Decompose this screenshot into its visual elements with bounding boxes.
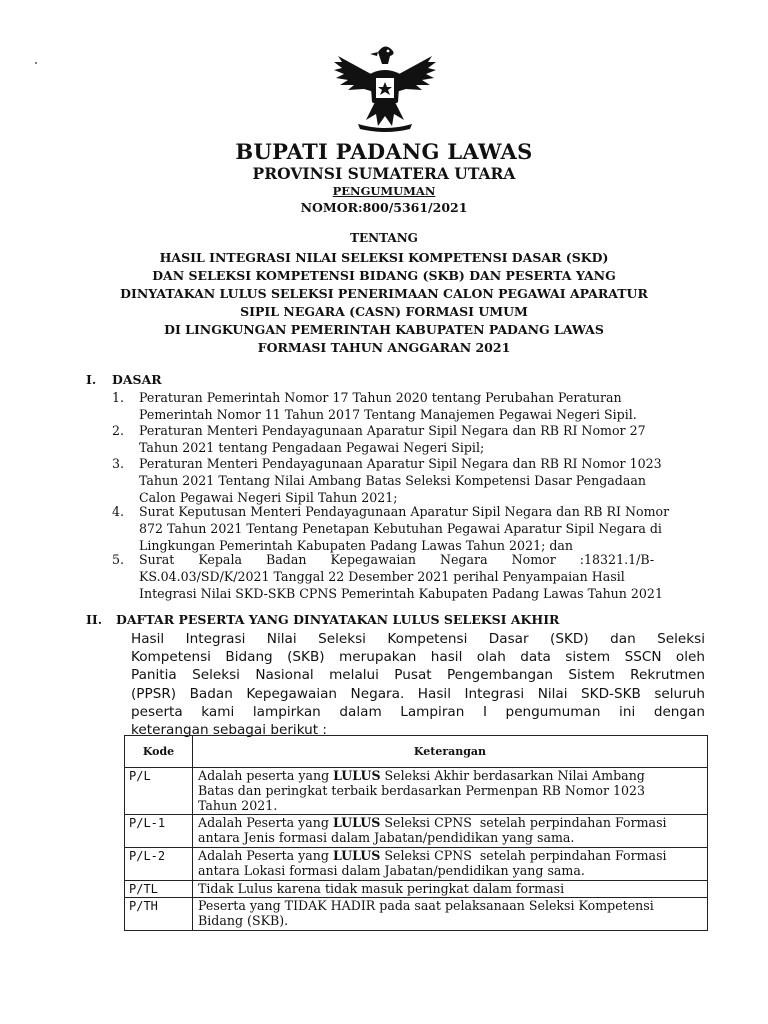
keyword-text: LULUS — [332, 847, 381, 863]
description-line: Batas dan peringkat terbaik berdasarkan Permenpan RB Nomor 1023 — [198, 782, 646, 798]
list-line: Peraturan Menteri Pendayagunaan Aparatur Sipil Negara dan RB RI Nomor 1023 — [139, 456, 662, 471]
section-label: DAFTAR PESERTA YANG DINYATAKAN LULUS SELEKSI AKHIR — [116, 612, 560, 627]
description-cell — [193, 898, 708, 931]
paragraph-line: Kompetensi Bidang (SKB) merupakan hasil olah data sistem SSCN oleh — [131, 649, 705, 666]
paragraph-line: keterangan sebagai berikut : — [131, 722, 327, 739]
code-description-table — [124, 735, 708, 931]
announcement-label: PENGUMUMAN — [332, 184, 436, 198]
section-label: DASAR — [112, 372, 162, 387]
description-line: antara Lokasi formasi dalam Jabatan/pendidikan yang sama. — [198, 862, 585, 878]
subject-line: HASIL INTEGRASI NILAI SELEKSI KOMPETENSI DASAR (SKD) — [159, 250, 609, 265]
column-header-description: Keterangan — [193, 736, 708, 768]
table-row — [125, 880, 708, 898]
table-row — [125, 768, 708, 815]
announcement-number: NOMOR:800/5361/2021 — [300, 200, 468, 215]
description-line: Peserta yang TIDAK HADIR pada saat pelaksanaan Seleksi Kompetensi — [198, 898, 654, 914]
list-number: 2. — [112, 423, 125, 438]
list-text — [139, 422, 707, 456]
description-line: Tahun 2021. — [198, 797, 278, 813]
list-number: 3. — [112, 456, 125, 471]
code-cell: P/TL — [125, 880, 193, 898]
list-text — [139, 389, 707, 423]
description-text: Adalah Peserta yang — [198, 815, 333, 831]
description-text: Seleksi CPNS setelah perpindahan Formasi — [380, 815, 667, 831]
list-line: Peraturan Menteri Pendayagunaan Aparatur Sipil Negara dan RB RI Nomor 27 — [139, 423, 646, 438]
document-title: BUPATI PADANG LAWAS — [235, 139, 533, 164]
list-line: 872 Tahun 2021 Tentang Penetapan Kebutuhan Pegawai Aparatur Sipil Negara di — [139, 521, 662, 536]
list-text — [139, 503, 707, 554]
subject-line: SIPIL NEGARA (CASN) FORMASI UMUM — [240, 304, 528, 319]
description-text: Seleksi Akhir berdasarkan Nilai Ambang — [380, 768, 645, 783]
code-cell: P/TH — [125, 898, 193, 931]
about-label: TENTANG — [350, 231, 418, 245]
list-line: KS.04.03/SD/K/2021 Tanggal 22 Desember 2021 perihal Penyampaian Hasil — [139, 569, 625, 584]
list-line: Surat Keputusan Menteri Pendayagunaan Aparatur Sipil Negara dan RB RI Nomor — [139, 504, 670, 519]
table-header-row — [125, 736, 708, 768]
description-line — [198, 769, 702, 784]
list-line: Tahun 2021 Tentang Nilai Ambang Batas Seleksi Kompetensi Dasar Pengadaan — [139, 473, 646, 488]
list-number: 5. — [112, 552, 125, 567]
garuda-emblem-icon — [330, 40, 440, 132]
code-cell: P/L — [125, 768, 193, 815]
list-text — [139, 455, 707, 506]
paragraph-line: Hasil Integrasi Nilai Seleksi Kompetensi Dasar (SKD) dan Seleksi — [131, 631, 705, 647]
list-line: Surat Kepala Badan Kepegawaian Negara Nomor :18321.1/B- — [139, 552, 655, 567]
description-text: Adalah peserta yang — [198, 768, 334, 783]
paragraph-line: Panitia Seleksi Nasional melalui Pusat Pengembangan Sistem Rekrutmen — [131, 667, 705, 684]
list-text — [139, 551, 707, 602]
province-name: PROVINSI SUMATERA UTARA — [252, 164, 516, 183]
list-number: 1. — [112, 390, 125, 405]
list-line: Peraturan Pemerintah Nomor 17 Tahun 2020 tentang Perubahan Peraturan — [139, 390, 622, 405]
list-line: Calon Pegawai Negeri Sipil Tahun 2021; — [139, 490, 398, 505]
paragraph-line: peserta kami lampirkan dalam Lampiran I pengumuman ini dengan — [131, 703, 705, 720]
description-cell — [193, 880, 708, 898]
description-line — [198, 849, 702, 864]
paragraph-line: (PPSR) Badan Kepegawaian Negara. Hasil Integrasi Nilai SKD-SKB seluruh — [131, 685, 705, 702]
description-line — [198, 816, 702, 831]
section-number: II. — [86, 612, 103, 627]
code-cell: P/L-1 — [125, 815, 193, 848]
subject-line: DAN SELEKSI KOMPETENSI BIDANG (SKB) DAN PESERTA YANG — [152, 268, 616, 283]
subject-line: DI LINGKUNGAN PEMERINTAH KABUPATEN PADANG LAWAS — [164, 322, 604, 337]
list-line: Tahun 2021 tentang Pengadaan Pegawai Negeri Sipil; — [139, 440, 485, 455]
list-line: Lingkungan Pemerintah Kabupaten Padang Lawas Tahun 2021; dan — [139, 538, 574, 553]
description-line: Tidak Lulus karena tidak masuk peringkat dalam formasi — [198, 880, 565, 896]
list-number: 4. — [112, 504, 125, 519]
code-cell: P/L-2 — [125, 847, 193, 880]
description-text: Adalah Peserta yang — [198, 847, 333, 863]
column-header-code: Kode — [125, 736, 193, 768]
keyword-text: LULUS — [332, 815, 381, 831]
table-row — [125, 847, 708, 880]
subject-line: DINYATAKAN LULUS SELEKSI PENERIMAAN CALON PEGAWAI APARATUR — [120, 286, 648, 301]
description-line: Bidang (SKB). — [198, 913, 289, 929]
table-row — [125, 815, 708, 848]
description-line: antara Jenis formasi dalam Jabatan/pendidikan yang sama. — [198, 830, 575, 846]
section-paragraph — [131, 630, 705, 739]
description-cell — [193, 768, 708, 815]
subject-line: FORMASI TAHUN ANGGARAN 2021 — [257, 340, 511, 355]
description-cell — [193, 815, 708, 848]
scan-speck — [35, 62, 37, 64]
section-number: I. — [86, 372, 97, 387]
list-line: Pemerintah Nomor 11 Tahun 2017 Tentang Manajemen Pegawai Negeri Sipil. — [139, 407, 637, 422]
keyword-text: LULUS — [333, 768, 381, 783]
description-cell — [193, 847, 708, 880]
description-text: Seleksi CPNS setelah perpindahan Formasi — [380, 847, 667, 863]
list-line: Integrasi Nilai SKD-SKB CPNS Pemerintah Kabupaten Padang Lawas Tahun 2021 — [139, 586, 663, 601]
table-row — [125, 898, 708, 931]
